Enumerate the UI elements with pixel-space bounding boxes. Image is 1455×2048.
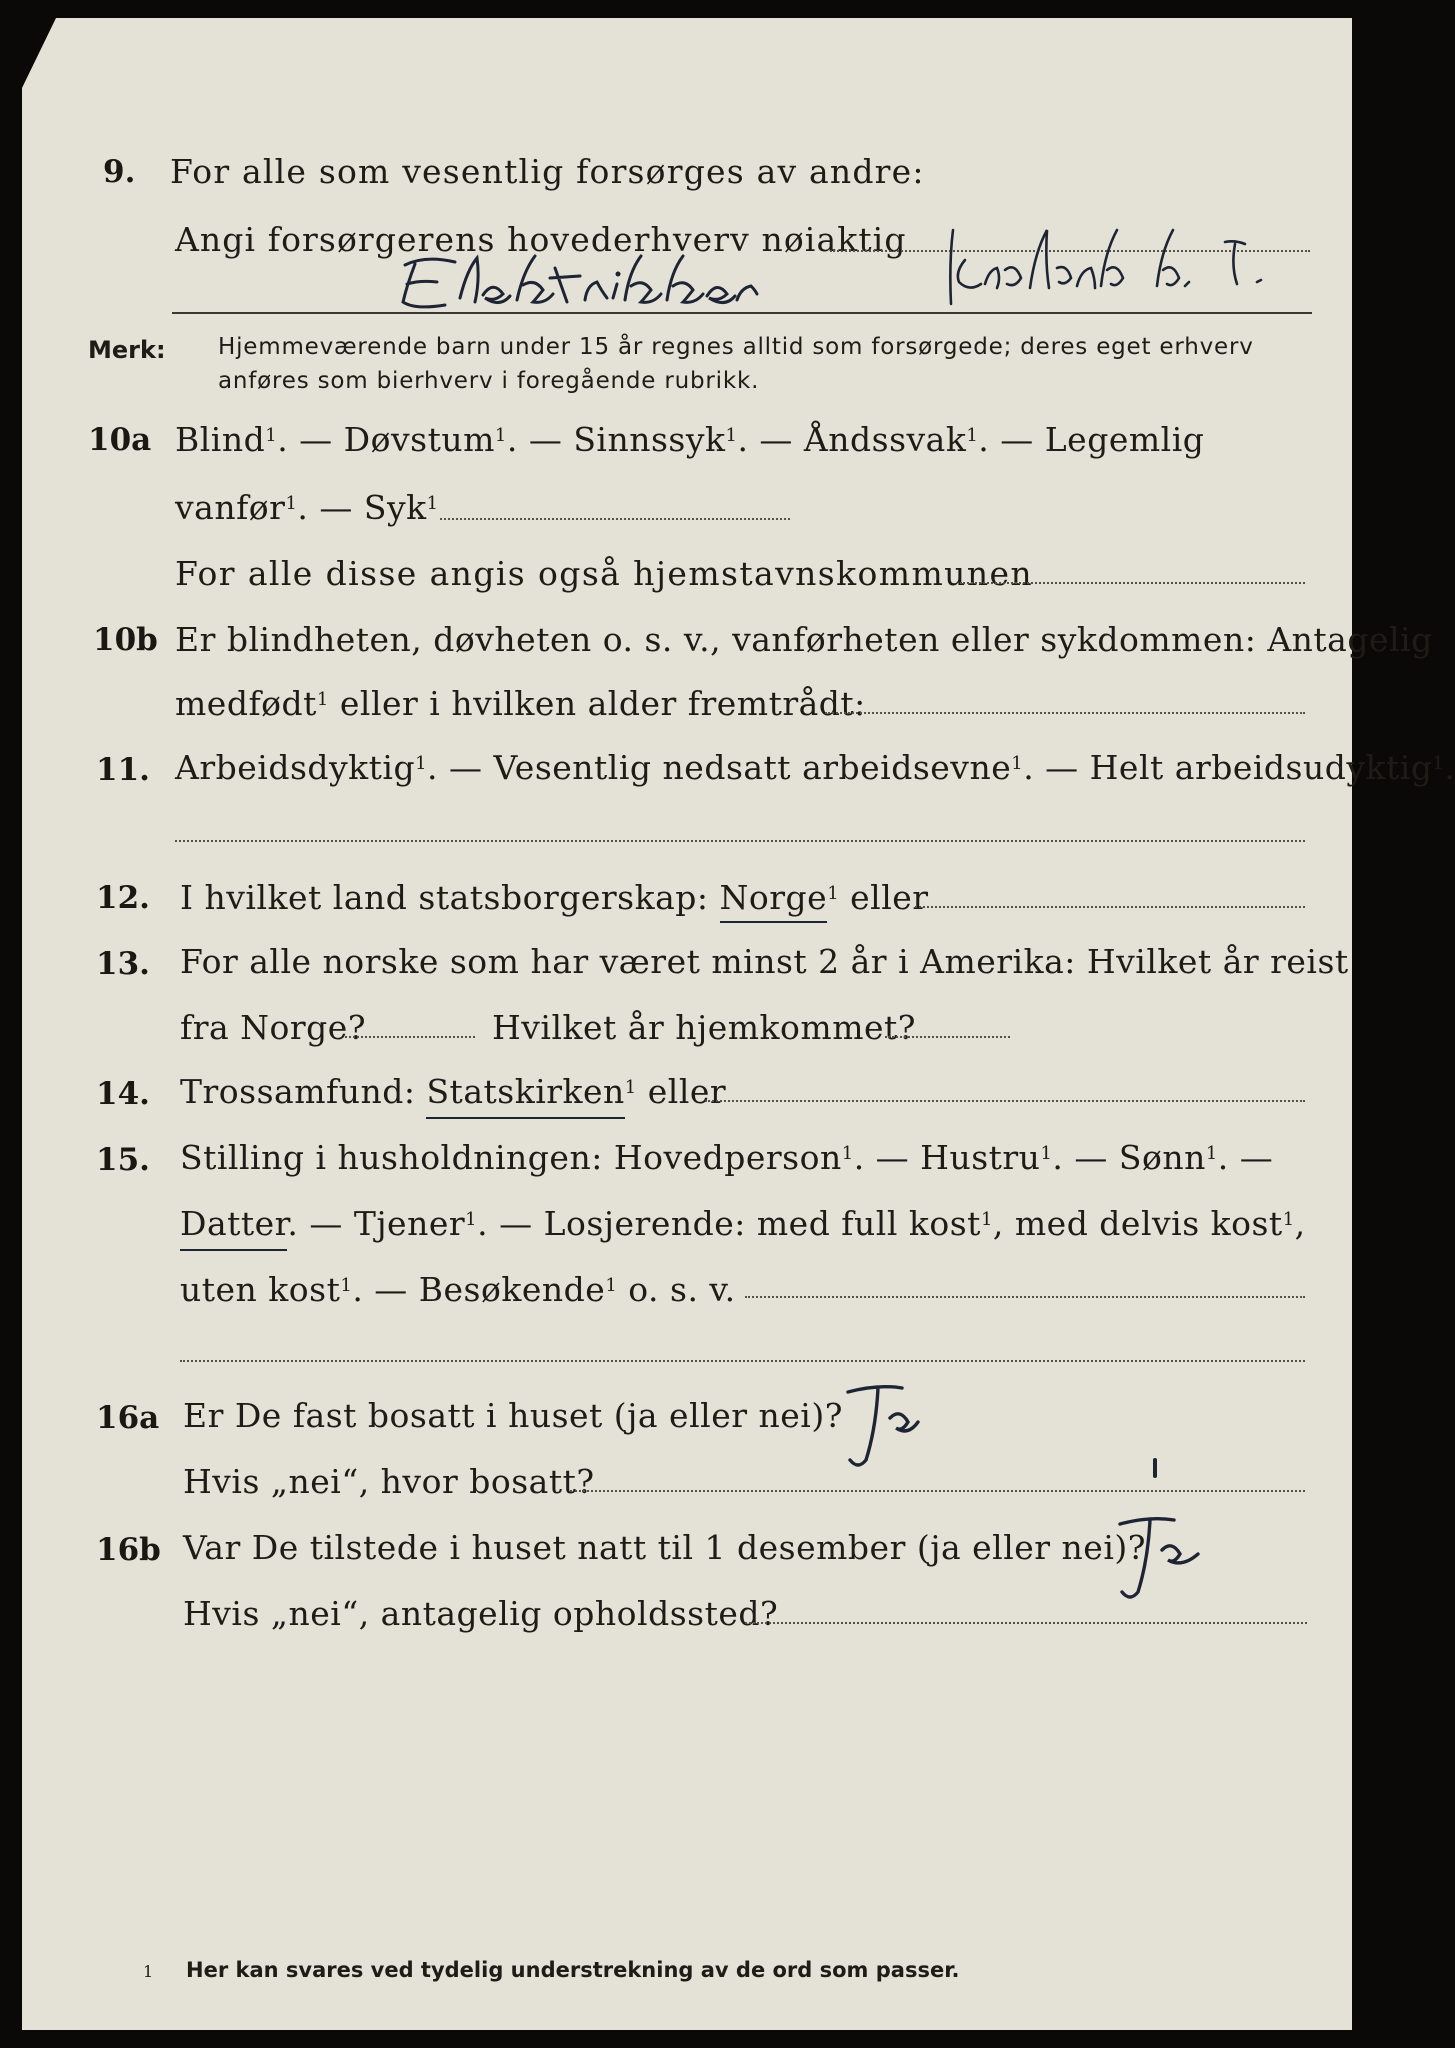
q13-number: 13. [96,946,150,982]
q14-underlined-statskirken: Statskirken [426,1072,624,1119]
q11-field [175,840,1305,842]
q14-line: Trossamfund: Statskirken$^1$ eller [180,1072,726,1112]
footnote-mark: 1 [143,1962,154,1981]
q13-line2a: fra Norge? [180,1008,367,1047]
q12-line: I hvilket land statsborgerskap: Norge$^1$ eller [180,878,929,918]
q16a-pen-mark [1145,1456,1165,1486]
q12-field [915,906,1305,908]
q15-line2: Datter. — Tjener$^1$. — Losjerende: med full kost$^1$, med delvis kost$^1$, [180,1204,1306,1244]
q15-line1: Stilling i husholdningen: Hovedperson$^1$. — Hustru$^1$. — Sønn$^1$. — [180,1138,1274,1177]
footnote-text: Her kan svares ved tydelig understrekning av de ord som passer. [186,1958,960,1982]
q15-number: 15. [96,1142,150,1178]
q14-field [705,1100,1305,1102]
q10a-line1: Blind$^1$. — Døvstum$^1$. — Sinnssyk$^1$. — Åndssvak$^1$. — Legemlig [175,420,1205,459]
q10a-line3: For alle disse angis også hjemstavnskommunen [175,554,1034,593]
q10a-number: 10a [88,422,152,458]
q16a-field [570,1490,1305,1492]
q16a-line2: Hvis „nei“, hvor bosatt? [183,1462,595,1501]
q16a-line1: Er De fast bosatt i huset (ja eller nei)? [183,1396,843,1435]
q11-number: 11. [96,752,150,788]
merk-label: Merk: [88,336,166,364]
merk-text: Hjemmeværende barn under 15 år regnes alltid som forsørgede; deres eget erhverv anføres som bierhverv i foregående rubrikk. [218,334,1254,394]
q16b-handwritten-answer [1102,1510,1222,1614]
q13-hjemkommet-field [885,1036,1010,1038]
q10b-field [825,712,1305,714]
q15-underlined-datter: Datter [180,1204,287,1251]
q15-line3: uten kost$^1$. — Besøkende$^1$ o. s. v. [180,1270,736,1309]
q16a-number: 16a [96,1400,160,1436]
q16b-field [745,1622,1307,1624]
q12-number: 12. [96,880,150,916]
q15-field-2 [180,1360,1305,1362]
q11-line: Arbeidsdyktig$^1$. — Vesentlig nedsatt arbeidsevne$^1$. — Helt arbeidsudyktig$^1$. [175,748,1455,787]
q10b-line1: Er blindheten, døvheten o. s. v., vanførheten eller sykdommen: Antagelig [175,620,1433,659]
q16b-number: 16b [96,1532,161,1568]
q16b-line1: Var De tilstede i huset natt til 1 desember (ja eller nei)? [183,1528,1146,1567]
q16a-handwritten-answer [830,1378,940,1482]
q12-underlined-norge: Norge [720,878,828,923]
q10b-number: 10b [93,622,158,658]
q9-handwritten-answer [385,250,865,324]
q10a-syk-field [440,518,790,520]
q9-line2: Angi forsørgerens hovederhverv nøiaktig [175,220,907,259]
q13-line1: For alle norske som har været minst 2 år i Amerika: Hvilket år reist [180,942,1349,981]
q13-line2b: Hvilket år hjemkommet? [492,1008,916,1047]
q9-line1: For alle som vesentlig forsørges av andre: [170,152,925,191]
q9-handwritten-place [935,222,1315,316]
q15-field [745,1296,1305,1298]
q13-reist-field [345,1036,475,1038]
q14-number: 14. [96,1076,150,1112]
q10b-line2: medfødt$^1$ eller i hvilken alder fremtrådt: [175,684,866,723]
q10a-hjemstavn-field [960,582,1305,584]
q9-number: 9. [103,154,136,190]
q16b-line2: Hvis „nei“, antagelig opholdssted? [183,1594,779,1633]
q10a-line2: vanfør$^1$. — Syk$^1$ [175,488,439,527]
